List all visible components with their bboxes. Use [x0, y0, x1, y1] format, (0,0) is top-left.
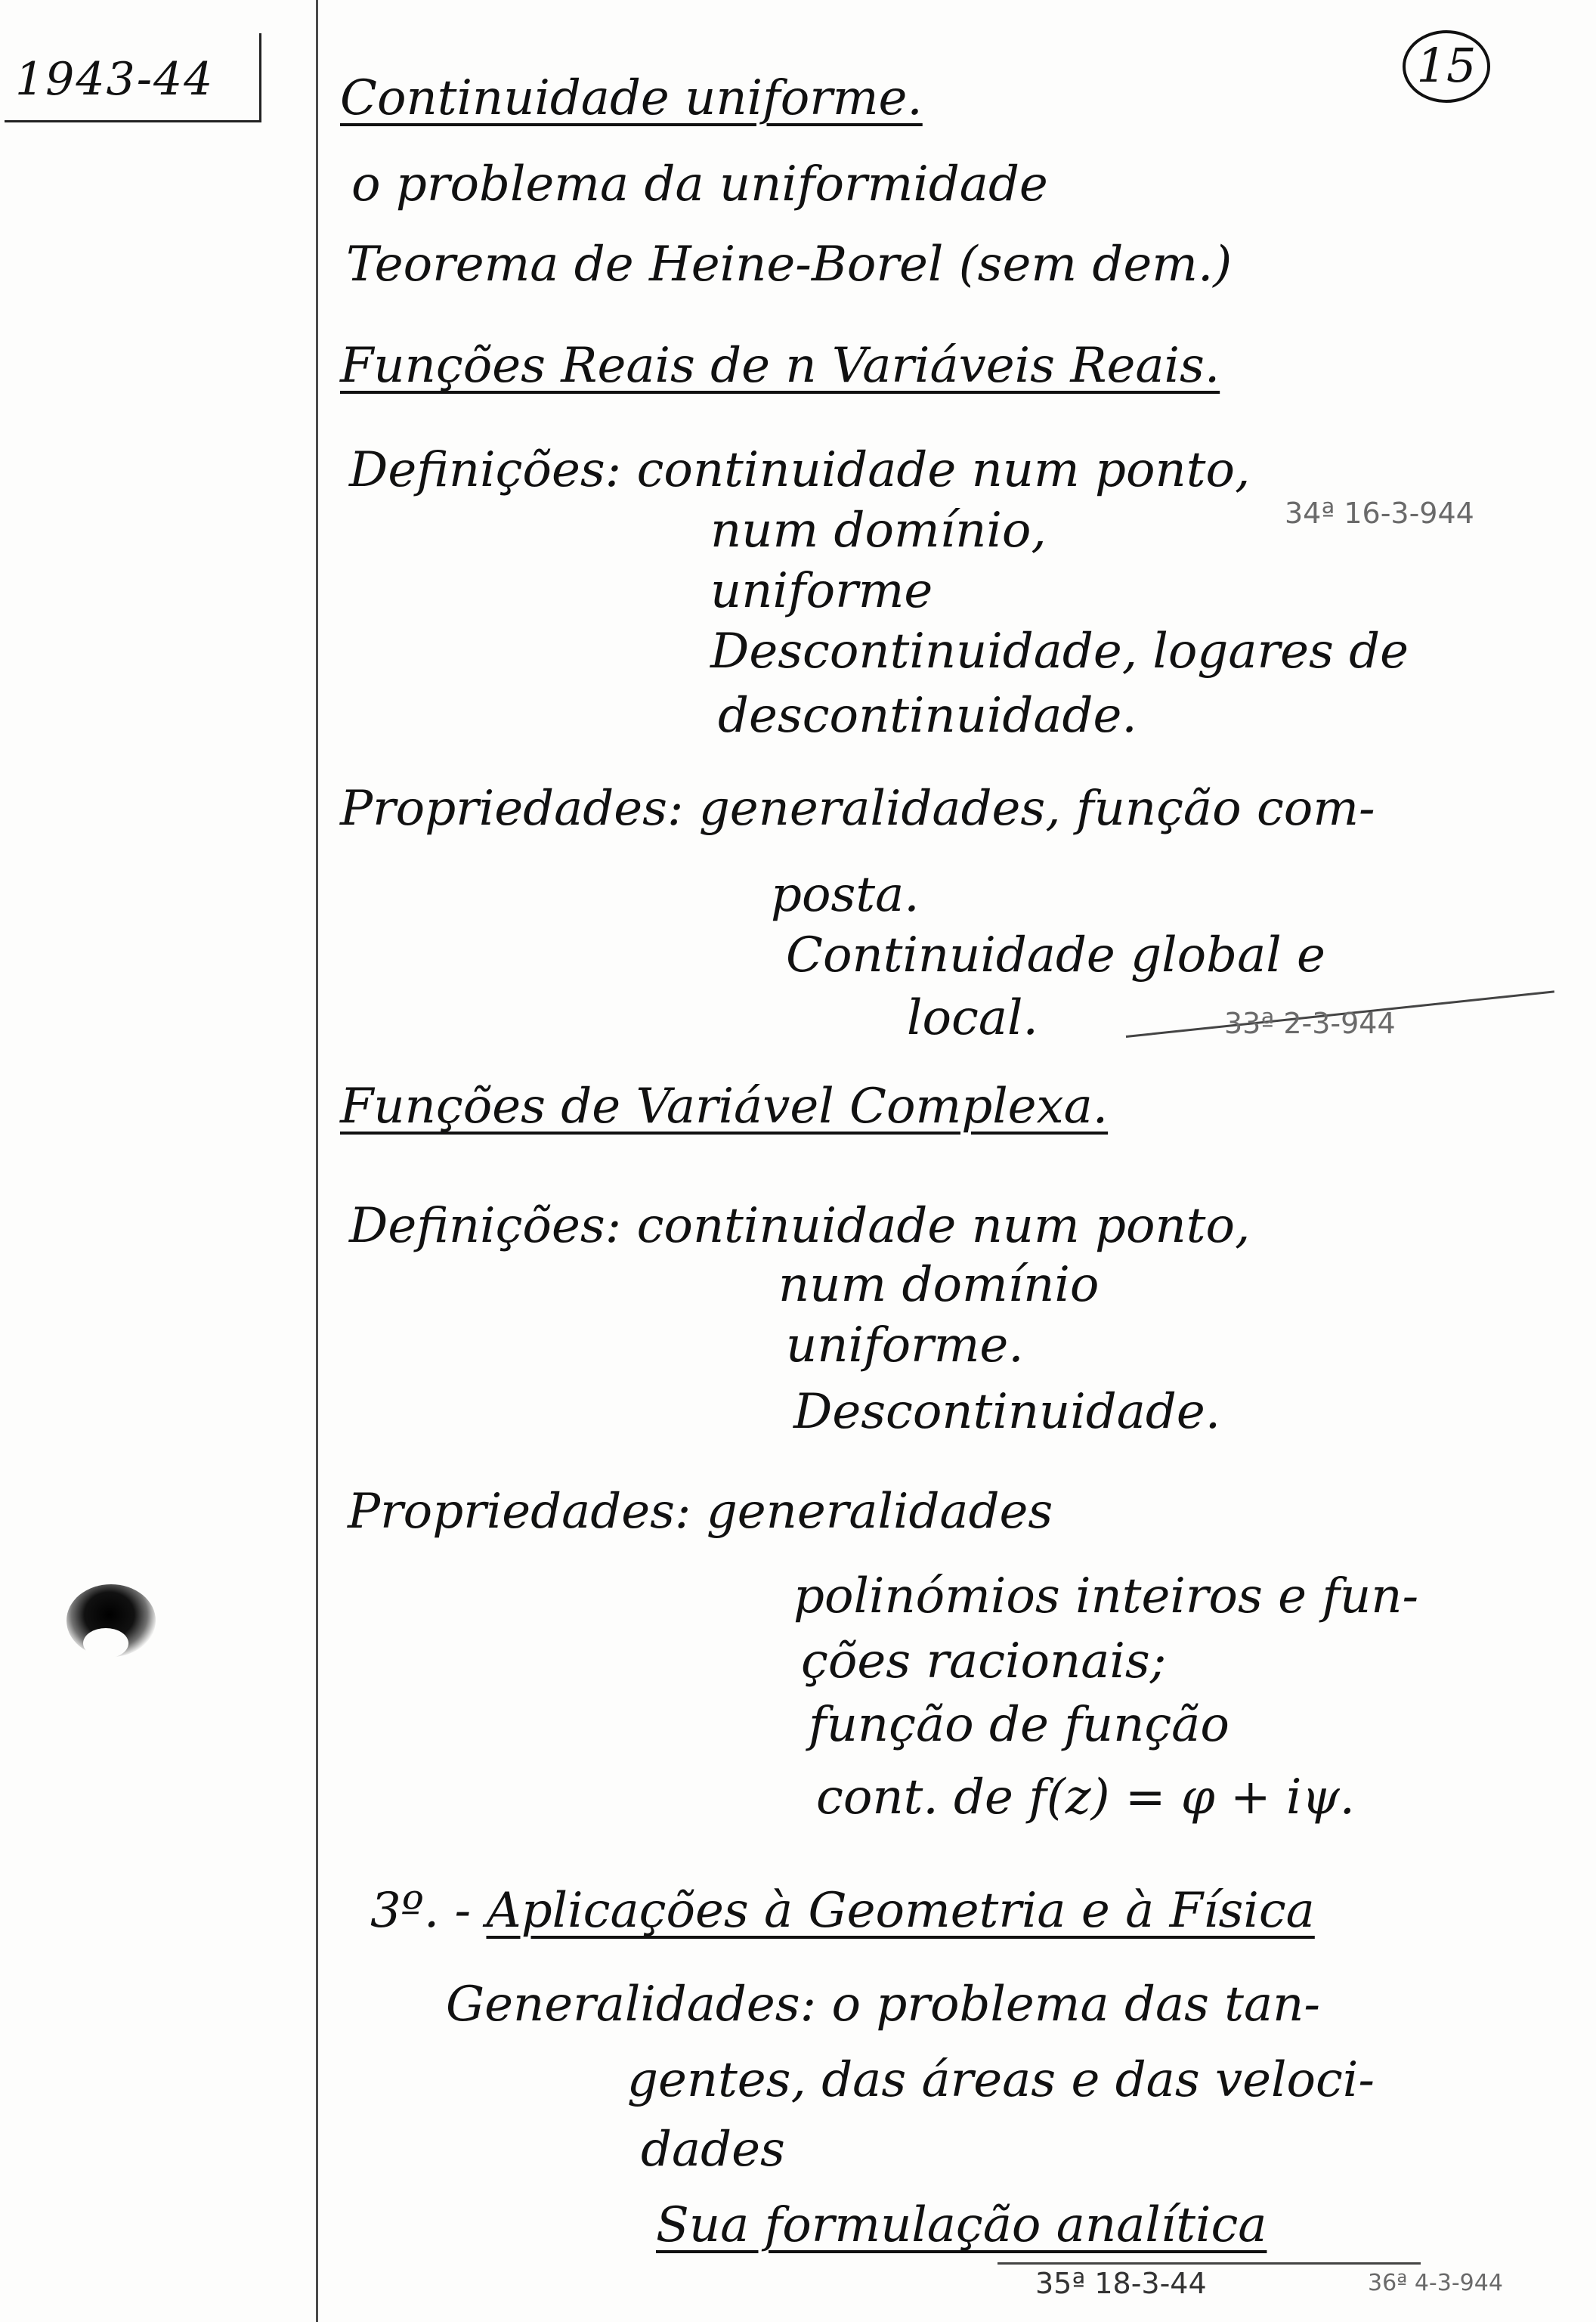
line-continuidade-uniforme [340, 70, 923, 126]
year-label: 1943-44 [15, 53, 215, 106]
section-number: 3º. - [370, 1883, 487, 1939]
line-propriedades-1: Propriedades: generalidades, função com- [340, 781, 1375, 837]
line-generalidades: Generalidades: o problema das tan- [446, 1977, 1320, 2033]
line-num-dominio-2: num domínio [778, 1257, 1100, 1313]
date-note-34: 34ª 16-3-944 [1285, 497, 1474, 530]
line-num-dominio-1: num domínio, [710, 503, 1047, 559]
heading-funcoes-reais: Funções Reais de n Variáveis Reais. [340, 338, 1220, 394]
line-uniforme-1: uniforme [710, 563, 933, 619]
heading-aplicacoes: Aplicações à Geometria e à Física [486, 1883, 1315, 1939]
line-funcoes-racionais: ções racionais; [801, 1633, 1167, 1689]
heading-funcoes-variavel-complexa: Funções de Variável Complexa. [340, 1079, 1109, 1135]
line-problema-uniformidade: o problema da uniformidade [351, 156, 1048, 212]
line-funcoes-reais [340, 338, 1220, 394]
line-polinomios: polinómios inteiros e fun- [793, 1568, 1419, 1624]
page-number: 15 [1416, 38, 1477, 93]
left-margin-line [316, 0, 318, 2322]
line-propriedades-2: Propriedades: generalidades [348, 1484, 1053, 1540]
date-note-35: 35ª 18-3-44 [1035, 2267, 1207, 2300]
line-posta: posta. [771, 867, 920, 923]
line-aplicacoes [370, 1883, 1315, 1939]
line-dades: dades [641, 2122, 785, 2178]
ink-blot [66, 1584, 156, 1657]
heading-continuidade-uniforme: Continuidade uniforme. [340, 70, 923, 126]
line-definicoes-1: Definições: continuidade num ponto, [349, 442, 1251, 498]
line-formulacao [656, 2197, 1267, 2253]
line-gentes: gentes, das áreas e das veloci- [627, 2052, 1375, 2108]
formulacao-analitica: Sua formulação analítica [656, 2197, 1267, 2253]
line-cont-fz: cont. de f(z) = φ + iψ. [816, 1769, 1355, 1825]
year-label-box [5, 33, 261, 122]
line-uniforme-2: uniforme. [786, 1317, 1024, 1373]
line-continuidade-global: Continuidade global e [786, 927, 1325, 983]
line-descontinuidade-3: Descontinuidade. [793, 1384, 1221, 1440]
line-teorema-heine-borel: Teorema de Heine-Borel (sem dem.) [346, 237, 1233, 293]
date-note-36: 36ª 4-3-944 [1368, 2270, 1503, 2296]
line-descontinuidade-1: Descontinuidade, logares de [710, 624, 1409, 680]
line-descontinuidade-2: descontinuidade. [718, 688, 1137, 744]
date-separator-line-35 [998, 2262, 1421, 2265]
date-note-33: 33ª 2-3-944 [1224, 1007, 1396, 1040]
line-funcoes-complexa [340, 1079, 1109, 1135]
line-definicoes-2: Definições: continuidade num ponto, [349, 1198, 1251, 1254]
line-local: local. [907, 990, 1038, 1046]
line-funcao-de-funcao: função de função [809, 1697, 1229, 1753]
page-number-circle [1403, 30, 1490, 103]
